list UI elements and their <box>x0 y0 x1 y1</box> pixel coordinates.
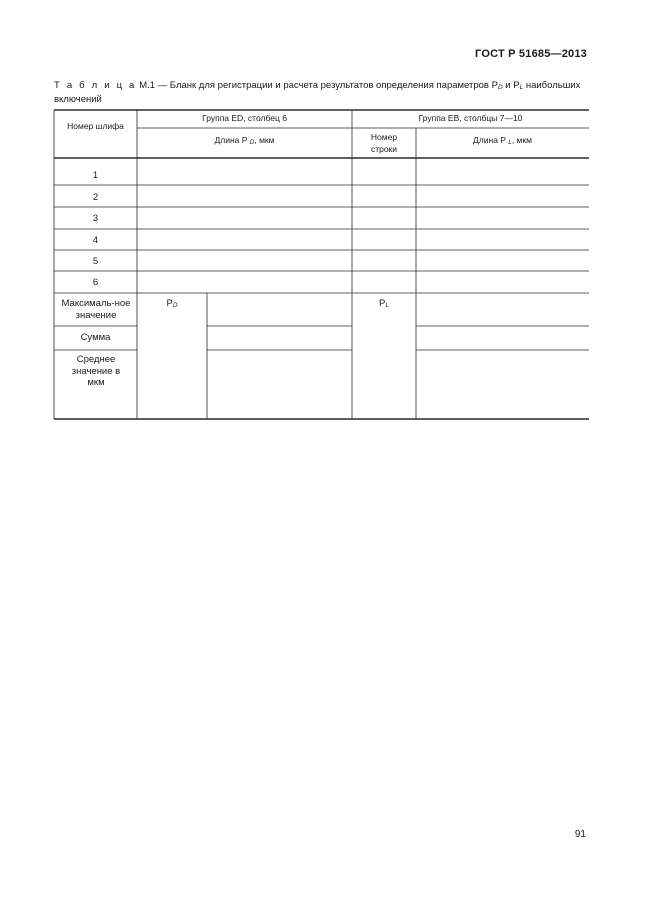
caption-text-and: и P <box>502 80 520 91</box>
header-length-pl <box>416 135 589 149</box>
specimen-row-5: 5 <box>92 256 99 267</box>
specimen-row-2: 2 <box>92 192 99 203</box>
length-pl-prefix: Длина P <box>473 135 506 145</box>
page-number: 91 <box>574 829 586 840</box>
specimen-row-4: 4 <box>92 235 99 246</box>
caption-text: — Бланк для регистрации и расчета результатов определения параметров P <box>157 80 498 91</box>
mean-text: Среднее значение в мкм <box>71 354 121 388</box>
sum-label: Сумма <box>80 332 111 343</box>
caption-sub-l: L <box>519 84 524 91</box>
length-pd-prefix: Длина P <box>214 135 248 145</box>
header-group-eb: Группа EB, столбцы 7—10 <box>418 113 523 123</box>
caption-number: М.1 <box>139 80 156 91</box>
pd-symbol-sub: D <box>172 302 178 309</box>
length-pl-unit: , мкм <box>511 135 532 145</box>
pd-symbol <box>137 298 207 312</box>
length-pd-unit: , мкм <box>254 135 275 145</box>
specimen-row-1: 1 <box>92 170 99 181</box>
specimen-row-6: 6 <box>92 277 99 288</box>
specimen-row-3: 3 <box>92 213 99 224</box>
pl-symbol-sub: L <box>385 302 389 309</box>
caption-sub-d: D <box>497 84 503 91</box>
header-length-pd <box>137 135 352 149</box>
length-pd-sub: D <box>249 139 255 146</box>
caption-label: Т а б л и ц а <box>54 80 137 91</box>
mean-label <box>62 354 130 389</box>
header-specimen-number <box>54 121 137 133</box>
pl-symbol <box>352 298 416 312</box>
row-number-label: Номер строки <box>370 132 398 154</box>
pl-symbol-letter: P <box>379 298 386 309</box>
pd-symbol-letter: P <box>166 298 173 309</box>
header-group-ed: Группа ED, столбец 6 <box>202 113 287 123</box>
caption-text-end: наибольших включений <box>54 80 581 105</box>
max-value-label <box>59 298 133 321</box>
standard-code: ГОСТ Р 51685—2013 <box>475 48 587 60</box>
max-value-text: Максималь-ное значение <box>61 298 131 321</box>
header-specimen-label: Номер шлифа <box>67 121 124 131</box>
header-row-number <box>358 132 410 155</box>
length-pl-sub: L <box>508 139 512 146</box>
